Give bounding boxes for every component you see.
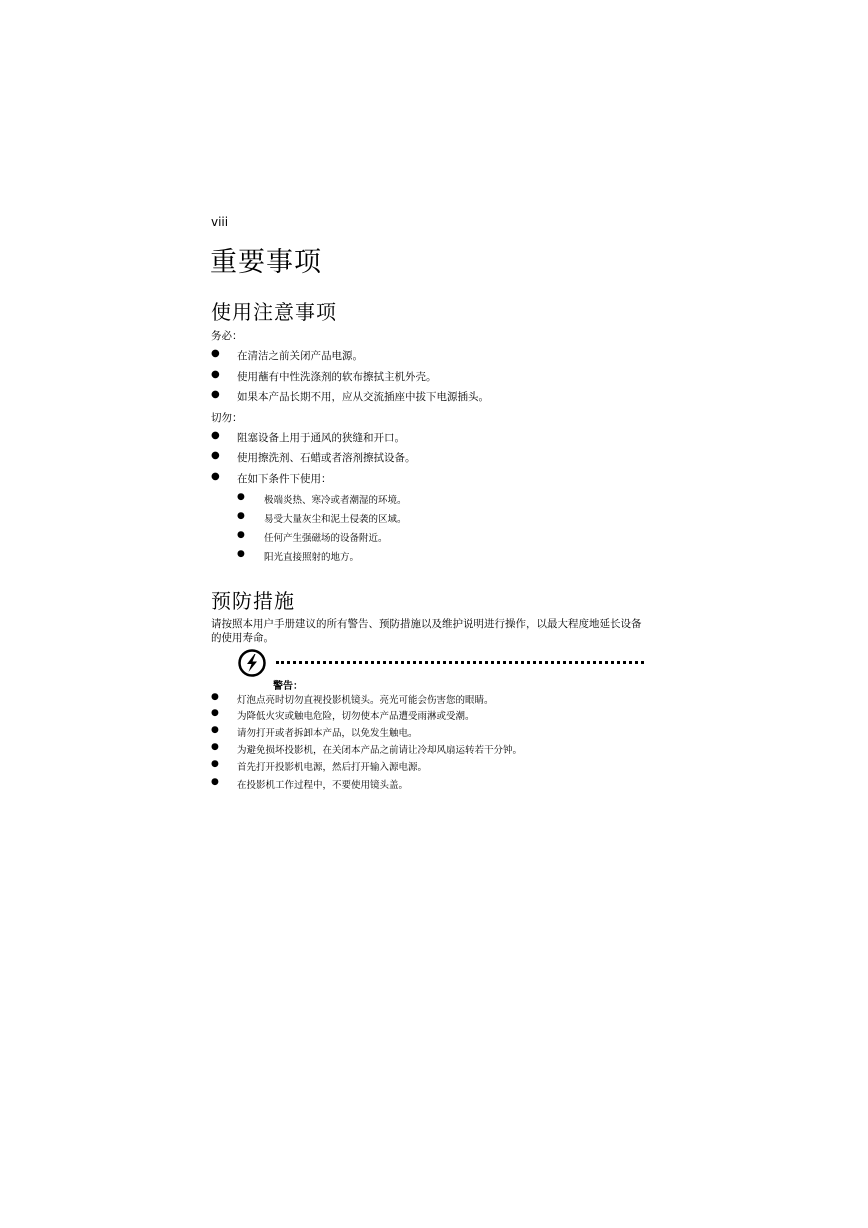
page-title: 重要事项 (210, 247, 322, 278)
bullet-icon: ● (211, 450, 220, 461)
warning-label: 警告： (273, 681, 303, 692)
must-item-text: 使用蘸有中性洗涤剂的软布擦拭主机外壳。 (237, 371, 437, 383)
condition-item-text: 阳光直接照射的地方。 (264, 552, 360, 563)
bullet-icon: ● (211, 777, 219, 787)
bullet-icon: ● (211, 369, 220, 380)
bullet-icon: ● (211, 389, 220, 400)
page-number: viii (211, 215, 229, 229)
must-item-text: 如果本产品长期不用，应从交流插座中拔下电源插头。 (237, 391, 489, 403)
bullet-icon: ● (237, 549, 245, 559)
bullet-icon: ● (237, 492, 245, 502)
bullet-icon: ● (211, 348, 220, 359)
precautions-heading: 预防措施 (211, 589, 295, 613)
warning-item-text: 为避免损坏投影机，在关闭本产品之前请让冷却风扇运转若干分钟。 (237, 745, 523, 756)
must-label: 务必： (211, 330, 243, 342)
dont-item-text: 阻塞设备上用于通风的狭缝和开口。 (237, 432, 405, 444)
must-item-text: 在清洁之前关闭产品电源。 (237, 350, 363, 362)
condition-item-text: 易受大量灰尘和泥土侵袭的区域。 (264, 514, 407, 525)
bullet-icon: ● (211, 430, 220, 441)
condition-item-text: 任何产生强磁场的设备附近。 (264, 533, 388, 544)
lightning-warning-icon (238, 649, 266, 677)
usage-heading: 使用注意事项 (211, 300, 337, 324)
dont-item-text: 使用擦洗剂、石蜡或者溶剂擦拭设备。 (237, 452, 416, 464)
bullet-icon: ● (237, 530, 245, 540)
warning-item-text: 首先打开投影机电源，然后打开输入源电源。 (237, 762, 428, 773)
condition-item-text: 极端炎热、寒冷或者潮湿的环境。 (264, 495, 407, 506)
warning-item-text: 灯泡点亮时切勿直视投影机镜头。亮光可能会伤害您的眼睛。 (237, 695, 494, 706)
warning-item-text: 请勿打开或者拆卸本产品，以免发生触电。 (237, 728, 418, 739)
warning-divider (276, 661, 644, 664)
dont-label: 切勿： (211, 412, 243, 424)
bullet-icon: ● (211, 708, 219, 718)
bullet-icon: ● (211, 742, 219, 752)
warning-item-text: 在投影机工作过程中，不要使用镜头盖。 (237, 780, 409, 791)
bullet-icon: ● (211, 471, 220, 482)
bullet-icon: ● (211, 725, 219, 735)
bullet-icon: ● (211, 692, 219, 702)
precautions-intro: 请按照本用户手册建议的所有警告、预防措施以及维护说明进行操作，以最大程度地延长设备的使用寿命。 (211, 618, 642, 644)
bullet-icon: ● (237, 511, 245, 521)
bullet-icon: ● (211, 759, 219, 769)
dont-item-text: 在如下条件下使用： (237, 473, 332, 485)
warning-item-text: 为降低火灾或触电危险，切勿使本产品遭受雨淋或受潮。 (237, 711, 475, 722)
